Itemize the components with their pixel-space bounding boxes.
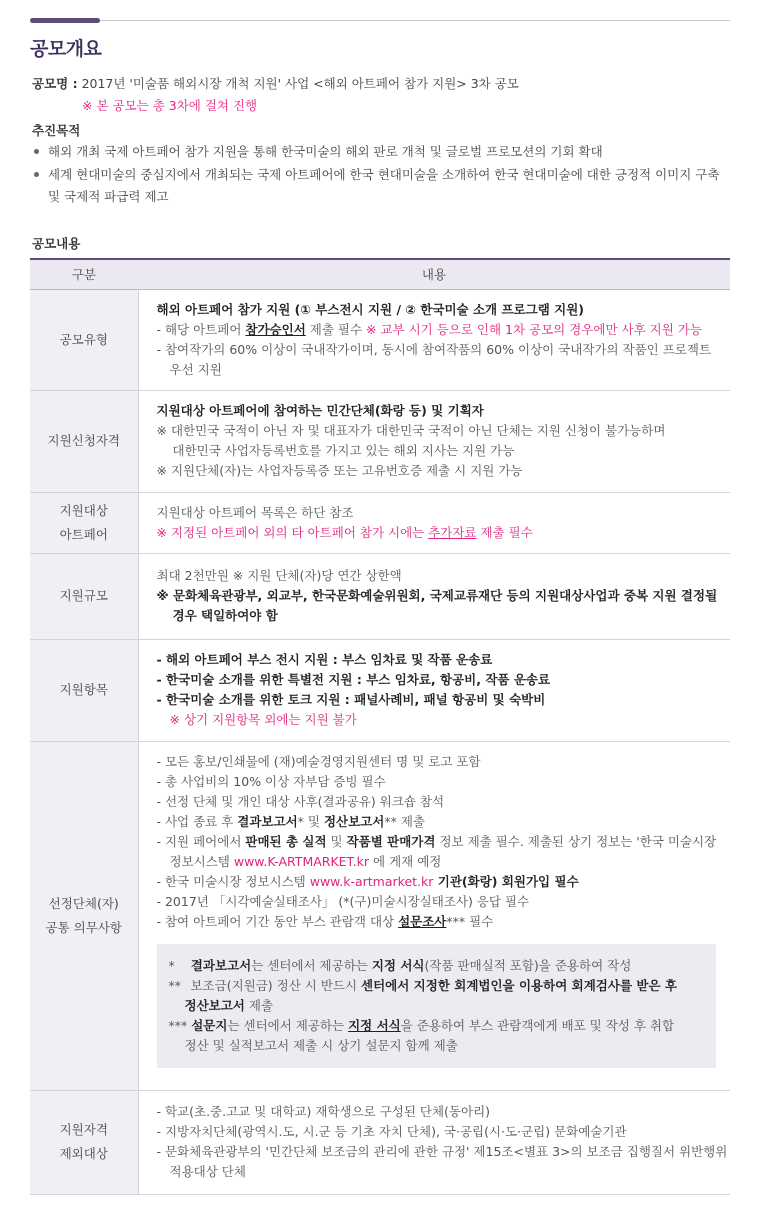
text-segment: *** 필수 <box>446 913 494 929</box>
text-segment: - 지방자치단체(광역시.도, 시.군 등 기초 자치 단체), 국·공립(시·도·군립) 문화예술기관 <box>156 1124 627 1139</box>
category-label: 공모유형 <box>59 331 108 347</box>
row-content <box>138 390 730 492</box>
text-segment: 제출 필수 <box>476 524 533 540</box>
content-line <box>157 441 731 461</box>
content-line <box>157 752 731 772</box>
row-category <box>30 390 138 492</box>
text-segment: - 학교(초.중.고교 및 대학교) 재학생으로 구성된 단체(동아리) <box>156 1104 491 1119</box>
text-segment: 최대 2천만원 ※ 지원 단체(자)당 연간 상한액 <box>156 568 402 583</box>
text-segment: - 참여작가의 60% 이상이 국내작가이며, 동시에 참여작품의 60% 이상이 국내작가의 작품인 프로젝트 <box>156 341 712 357</box>
table-row <box>30 553 730 639</box>
table-row <box>30 492 730 553</box>
content-line <box>157 566 731 586</box>
text-segment: 지정 서식 <box>371 957 425 973</box>
content-line <box>157 421 731 441</box>
text-segment: 및 <box>326 833 347 849</box>
content-line <box>157 606 731 626</box>
bullet-icon <box>34 149 39 154</box>
content-line <box>157 320 731 340</box>
purpose-bullet: 해외 개최 국제 아트페어 참가 지원을 통해 한국미술의 해외 판로 개척 및 글로벌 프로모션의 기회 확대 <box>48 144 603 159</box>
text-segment: 에 게재 예정 <box>369 853 442 869</box>
category-label: 공통 의무사항 <box>45 919 122 935</box>
category-label: 지원신청자격 <box>47 433 120 448</box>
content-label: 공모내용 <box>32 236 81 251</box>
text-segment: 지정 서식 <box>348 1017 401 1033</box>
text-segment: 추가자료 <box>428 524 477 540</box>
text-segment: - 선정 단체 및 개인 대상 사후(결과공유) 워크숍 참석 <box>156 793 445 809</box>
text-segment: 판매된 총 실적 <box>245 833 327 849</box>
text-segment: 는 센터에서 제공하는 <box>227 1017 349 1033</box>
text-segment: - 2017년 「시각예술실태조사」 (*(구)미술시장실태조사) 응답 필수 <box>156 893 530 909</box>
row-content <box>138 639 730 741</box>
content-line <box>157 792 731 812</box>
content-line <box>157 1162 731 1182</box>
footnote-line <box>169 996 705 1016</box>
content-line <box>157 812 731 832</box>
category-label: 지원규모 <box>59 588 108 603</box>
text-segment: - 한국미술 소개를 위한 토크 지원 : 패널사례비, 패널 항공비 및 숙박비 <box>156 692 546 707</box>
content-line <box>157 892 731 912</box>
row-content <box>138 289 730 390</box>
row-category <box>30 492 138 553</box>
content-line <box>157 586 731 606</box>
category-label: 선정단체(자) <box>48 895 119 911</box>
text-segment: 해외 아트페어 참가 지원 (① 부스전시 지원 / ② 한국미술 소개 프로그램 지원) <box>156 301 584 317</box>
footnote-line <box>169 976 705 996</box>
content-line <box>157 710 731 730</box>
text-segment: 경우 택일하여야 함 <box>172 608 278 623</box>
content-line <box>157 670 731 690</box>
text-segment: 작품별 판매가격 <box>346 833 436 849</box>
text-segment: 센터에서 지정한 회계법인을 이용하여 회계검사를 받은 후 <box>361 977 677 993</box>
text-segment: ** <box>168 977 181 993</box>
text-segment: * 및 <box>297 813 324 829</box>
text-segment: 지원대상 아트페어에 참여하는 민간단체(화랑 등) 및 기획자 <box>156 403 484 418</box>
content-line <box>157 300 731 320</box>
content-line <box>157 650 731 670</box>
text-segment: - 한국미술 소개를 위한 특별전 지원 : 부스 임차료, 항공비, 작품 운송료 <box>156 672 551 687</box>
category-label: 제외대상 <box>59 1146 108 1161</box>
content-line <box>157 503 731 523</box>
contest-name-label: 공모명 : <box>32 76 78 91</box>
content-line <box>157 912 731 932</box>
content-line <box>157 360 731 380</box>
text-segment: - 해당 아트페어 <box>156 321 246 337</box>
content-line <box>157 523 731 543</box>
table-row <box>30 289 730 390</box>
table-row <box>30 1090 730 1194</box>
text-segment: ※ 지원단체(자)는 사업자등록증 또는 고유번호증 제출 시 지원 가능 <box>156 463 523 478</box>
text-segment: ** 제출 <box>384 813 425 829</box>
purpose-bullet: 세계 현대미술의 중심지에서 개최되는 국제 아트페어에 한국 현대미술을 소개하여 한국 현대미술에 대한 긍정적 이미지 구축 <box>48 167 720 182</box>
text-segment: 보조금(지원금) 정산 시 반드시 <box>186 977 362 993</box>
contest-content-table <box>30 258 730 1195</box>
title-divider <box>30 20 730 21</box>
text-segment: 결과보고서 <box>237 813 298 829</box>
table-header-row <box>30 259 730 289</box>
text-segment: 우선 지원 <box>169 361 222 377</box>
footnote-box <box>157 944 717 1068</box>
text-segment: - 한국 미술시장 정보시스템 <box>156 873 310 889</box>
text-segment: - 해외 아트페어 부스 전시 지원 : 부스 임차료 및 작품 운송료 <box>156 652 493 667</box>
content-line <box>157 461 731 481</box>
purpose-bullet-continued: 및 국제적 파급력 제고 <box>48 189 169 204</box>
text-segment: ※ 대한민국 국적이 아닌 자 및 대표자가 대한민국 국적이 아닌 단체는 지원 신청이 불가능하며 <box>156 423 666 438</box>
row-category <box>30 289 138 390</box>
row-content <box>138 741 730 1090</box>
text-segment: 대한민국 사업자등록번호를 가지고 있는 해외 지사는 지원 가능 <box>172 443 515 458</box>
footnote-line <box>169 1036 705 1056</box>
content-line <box>157 832 731 852</box>
table-row <box>30 741 730 1090</box>
footnote-line <box>169 956 705 976</box>
contest-name-note: ※ 본 공모는 총 3차에 걸쳐 진행 <box>82 98 258 113</box>
bullet-icon <box>34 172 39 177</box>
content-line <box>157 1122 731 1142</box>
text-segment: - 사업 종료 후 <box>156 813 238 829</box>
text-segment: - 문화체육관광부의 '민간단체 보조금의 관리에 관한 규정' 제15조<별표 3>의 보조금 집행질서 위반행위 <box>156 1144 728 1159</box>
text-segment: 제출 필수 <box>305 321 367 337</box>
contest-name-row <box>32 74 519 92</box>
row-category <box>30 741 138 1090</box>
text-segment: 참가승인서 <box>245 321 306 337</box>
text-segment: 는 센터에서 제공하는 <box>251 957 372 973</box>
text-segment: 정산보고서 <box>323 813 385 829</box>
text-segment: ※ 지정된 아트페어 외의 타 아트페어 참가 시에는 <box>156 524 429 540</box>
text-segment: 을 준용하여 부스 관람객에게 배포 및 작성 후 취합 <box>400 1017 675 1033</box>
text-segment: ※ 문화체육관광부, 외교부, 한국문화예술위원회, 국제교류재단 등의 지원대상사업과 중복 지원 결정될 <box>156 588 718 603</box>
text-segment: 설문조사 <box>398 913 447 929</box>
contest-name-value: 2017년 '미술품 해외시장 개척 지원' 사업 <해외 아트페어 참가 지원> 3차 공모 <box>81 76 519 91</box>
text-segment: (작품 판매실적 포함)을 준용하여 작성 <box>424 957 632 973</box>
table-row <box>30 390 730 492</box>
purpose-label: 추진목적 <box>32 123 81 138</box>
text-segment: www.k-artmarket.kr <box>309 873 434 889</box>
text-segment: www.K-ARTMARKET.kr <box>233 853 370 869</box>
footnote-line <box>169 1016 705 1036</box>
text-segment: ※ 교부 시기 등으로 인해 1차 공모의 경우에만 사후 지원 가능 <box>366 321 702 337</box>
content-line <box>157 852 731 872</box>
text-segment: - 총 사업비의 10% 이상 자부담 증빙 필수 <box>156 773 386 789</box>
text-segment: 기관(화랑) 회원가입 필수 <box>433 873 579 889</box>
text-segment: * <box>168 957 175 973</box>
text-segment: - 모든 홍보/인쇄물에 (재)예술경영지원센터 명 및 로고 포함 <box>156 753 481 769</box>
text-segment: 정보시스템 <box>169 853 234 869</box>
content-line <box>157 1142 731 1162</box>
row-content <box>138 1090 730 1194</box>
row-category <box>30 639 138 741</box>
text-segment: 적용대상 단체 <box>169 1164 246 1179</box>
text-segment: 제출 <box>244 997 274 1013</box>
header-category: 구분 <box>30 259 138 289</box>
content-line <box>157 401 731 421</box>
row-category <box>30 1090 138 1194</box>
content-line <box>157 1102 731 1122</box>
row-category <box>30 553 138 639</box>
title-accent-bar <box>30 18 100 23</box>
text-segment: 지원대상 아트페어 목록은 하단 참조 <box>156 504 354 520</box>
text-segment: 정산보고서 <box>184 997 245 1013</box>
content-line <box>157 340 731 360</box>
text-segment: - 참여 아트페어 기간 동안 부스 관람객 대상 <box>156 913 399 929</box>
category-label: 지원항목 <box>59 682 108 697</box>
text-segment: ※ 상기 지원항목 외에는 지원 불가 <box>169 712 357 727</box>
content-line <box>157 872 731 892</box>
text-segment: 설문지 <box>191 1017 228 1033</box>
header-content: 내용 <box>138 259 730 289</box>
table-row <box>30 639 730 741</box>
content-line <box>157 690 731 710</box>
category-label: 지원대상 <box>59 502 108 518</box>
category-label: 아트페어 <box>59 526 108 542</box>
row-content <box>138 553 730 639</box>
text-segment: - 지원 페어에서 <box>156 833 246 849</box>
text-segment: 정산 및 실적보고서 제출 시 상기 설문지 함께 제출 <box>184 1037 458 1053</box>
text-segment: *** <box>168 1017 192 1033</box>
section-title: 공모개요 <box>30 38 102 60</box>
content-line <box>157 772 731 792</box>
category-label: 지원자격 <box>59 1122 108 1137</box>
text-segment: 결과보고서 <box>186 957 252 973</box>
text-segment: 정보 제출 필수. 제출된 상기 정보는 '한국 미술시장 <box>435 833 717 849</box>
row-content <box>138 492 730 553</box>
